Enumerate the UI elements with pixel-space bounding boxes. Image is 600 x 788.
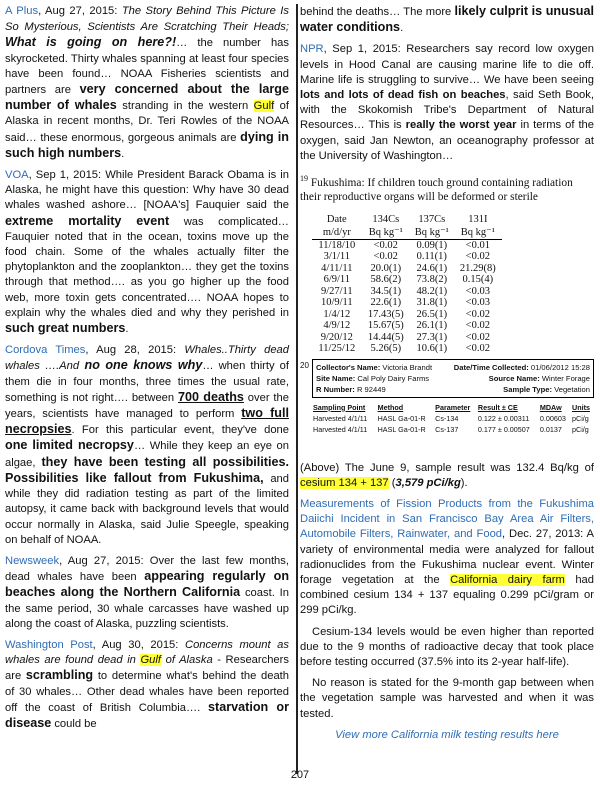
highlight-gulf-2: Gulf bbox=[140, 654, 162, 667]
right-column bbox=[300, 4, 594, 749]
figure-20 bbox=[300, 213, 594, 461]
article-continued: behind the deaths… The more likely culprit is unusual water conditions. bbox=[300, 4, 594, 35]
article-aplus: A Plus, Aug 27, 2015: The Story Behind This Picture Is So Mysterious, Scientists Are Scratching Their Heads; What is going on here?!… the number has skyrocketed. Thirty whales spanning at least four species have been found… NOAA Fisheries scientists and partners are very concerned about the large number of whales stranding in the western Gulf of Alaska in recent months, Dr. Teri Rowles of the NOAA said… these enormous, gorgeous animals are dying in such high numbers. bbox=[5, 5, 289, 160]
more-results-paragraph bbox=[300, 728, 594, 743]
table-row: 11/25/12 5.26(5) 10.6(1) <0.02 bbox=[318, 343, 490, 355]
measurements-study-link[interactable]: Measurements of Fission Products from the Fukushima Daiichi Incident in San Francisco Bay Area Air Filters, Automobile Filters, Rainwater, and Food bbox=[300, 498, 594, 541]
table-row: 6/9/11 58.6(2) 73.8(2) 0.15(4) bbox=[323, 274, 494, 286]
article-npr: NPR, Sep 1, 2015: Researchers say record low oxygen levels in Hood Canal are causing marine life to die off. Marine life is struggling to survive… We have been seeing lots and lots of dead fish on beaches, said Seth Book, with the Skokomish Tribe's Department of Natural Resources… This is really the worst year in terms of the oxygen, said Jan Newton, an oceanography professor at the University of Washington… bbox=[300, 43, 594, 162]
sample-result-text: (Above) The June 9, sample result was 132.4 Bq/kg of cesium 134 + 137 (3,579 pCi/kg). bbox=[300, 461, 594, 489]
table-row: 9/20/12 14.44(5) 27.3(1) <0.02 bbox=[320, 331, 490, 343]
article-newsweek: Newsweek, Aug 27, 2015: Over the last few months, dead whales have been appearing regularly on beaches along the Northern California coast. In the same period, 30 whale carcasses have washed up along the coast of Alaska, puzzling scientists. bbox=[5, 554, 290, 630]
lab-report bbox=[312, 359, 594, 435]
table-header-row-1 bbox=[312, 213, 502, 226]
more-results-link[interactable]: View more California milk testing results here bbox=[335, 728, 559, 741]
table-row: 3/1/11 <0.02 0.11(1) <0.02 bbox=[323, 251, 490, 263]
table-row: Harvested 4/1/11 HASL Ga-01-R Cs-134 0.122 ± 0.00311 0.00603 pCi/g bbox=[313, 413, 589, 423]
left-column bbox=[5, 4, 298, 774]
lab-results-table: Sampling Point Method Parameter Result ± CE MDAw Units Harvested 4/1/11 HASL Ga-01-R Cs-134 0.122 ± 0.00311 0.00603 pCi/g Harvested 4/1/11 HASL Ga-01-R Cs-137 0.177 ± 0.00507 0.0137 pCi/g bbox=[312, 402, 594, 435]
table-header-row-2: m/d/yr Bq kg⁻¹ Bq kg⁻¹ Bq kg⁻¹ bbox=[312, 226, 502, 240]
table-row: 11/18/10 <0.02 0.09(1) <0.01 bbox=[318, 239, 490, 251]
table-row: 9/27/11 34.5(1) 48.2(1) <0.03 bbox=[320, 285, 490, 297]
article-cordova-times: Cordova Times, Aug 28, 2015: Whales..Thirty dead whales ….And no one knows why… when thirty of them die in four months, three times the usual rate, something is not right…. between 700 deaths over the years, scientists have managed to perform two full necropsies. For this particular event, they've done one limited necropsy… While they keep an eye on algae, they have been testing all possibilities. Possibilities like fallout from Fukushima, and while they did radiation testing as part of the limited autopsy, it came back with background levels that would occur normally in Alaska, said Julie Speegle, speaking on behalf of NOAA. bbox=[5, 344, 289, 546]
header-cs137: 137Cs bbox=[418, 213, 446, 225]
table-row: 1/4/12 17.43(5) 26.5(1) <0.02 bbox=[323, 308, 490, 320]
source-link-voa[interactable]: VOA bbox=[5, 169, 29, 182]
header-cs134: 134Cs bbox=[372, 213, 400, 225]
header-i131: 131I bbox=[468, 213, 488, 225]
article-measurements: Measurements of Fission Products from the Fukushima Daiichi Incident in San Francisco Bay Area Air Filters, Automobile Filters, Rainwater, and Food, Dec. 27, 2013: A variety of environmental media were analyzed for fallout radionuclides from the Fukushima nuclear event. Winter forage vegetation at the California dairy farm had combined cesium 134 + 137 equaling 0.299 pCi/gram or 299 pCi/kg. bbox=[300, 498, 594, 617]
table-row: Harvested 4/1/11 HASL Ga-01-R Cs-137 0.177 ± 0.00507 0.0137 pCi/g bbox=[313, 424, 589, 434]
article-washington-post: Washington Post, Aug 30, 2015: Concerns mount as whales are found dead in Gulf of Alaska - Researchers are scrambling to determine what's behind the death of 30 whales… Other dead whales have been reported off the coast of British Columbia…. starvation or disease could be bbox=[5, 638, 290, 730]
source-link-aplus[interactable]: A Plus bbox=[5, 5, 39, 17]
figure-number: 20 bbox=[300, 360, 309, 370]
source-link-npr[interactable]: NPR bbox=[300, 43, 324, 56]
table-row: 4/11/11 20.0(1) 24.6(1) 21.29(8) bbox=[321, 262, 496, 274]
table-row: 10/9/11 22.6(1) 31.8(1) <0.03 bbox=[320, 297, 490, 309]
highlight-cesium: cesium 134 + 137 bbox=[300, 476, 389, 489]
footnote-19: $^{19}$ Fukushima: If children touch ground containing radiation their reproductive organs will be deformed or sterile bbox=[300, 174, 573, 204]
header-date: Date bbox=[326, 213, 347, 225]
source-link-washington-post[interactable]: Washington Post bbox=[5, 638, 93, 651]
table-row: 4/9/12 15.67(5) 26.1(1) <0.02 bbox=[323, 320, 490, 332]
page-number: 207 bbox=[290, 769, 310, 781]
article-voa: VOA, Sep 1, 2015: While President Barack Obama is in Alaska, he might have this question: Why have 30 dead whales washed ashore… [NOAA's] Fauquier said the extreme mortality event was complicated… Fauquier noted that in the ocean, toxins move up the food chain. Some of the whales actually filter the phytoplankton and the zooplankton… they get the toxins through that method…. as you go higher up the food web, more toxin gets concentrated…. NOAA hopes to explain why the whales died and why they perished in such great numbers. bbox=[5, 169, 289, 336]
cesium-measurement-table bbox=[312, 213, 502, 355]
source-link-cordova-times[interactable]: Cordova Times bbox=[5, 344, 86, 357]
gap-note: No reason is stated for the 9-month gap between when the vegetation sample was harvested and when it was tested. bbox=[300, 677, 594, 720]
highlight-dairy-farm: California dairy farm bbox=[450, 574, 565, 587]
lab-report-header: Collector's Name: Victoria Brandt Date/Time Collected: 01/06/2012 15:28 Site Name: Cal Poly Dairy Farms Source Name: Winter Forage R Number: R 92449 Sample Type: Vegetation bbox=[312, 359, 594, 398]
source-link-newsweek[interactable]: Newsweek bbox=[5, 554, 60, 567]
cesium-note: Cesium-134 levels would be even higher than reported due to the 9 months of radioactive decay that took place before testing occurred (37.5% into its 2-year half-life). bbox=[300, 625, 594, 669]
highlight-gulf: Gulf bbox=[253, 100, 275, 113]
